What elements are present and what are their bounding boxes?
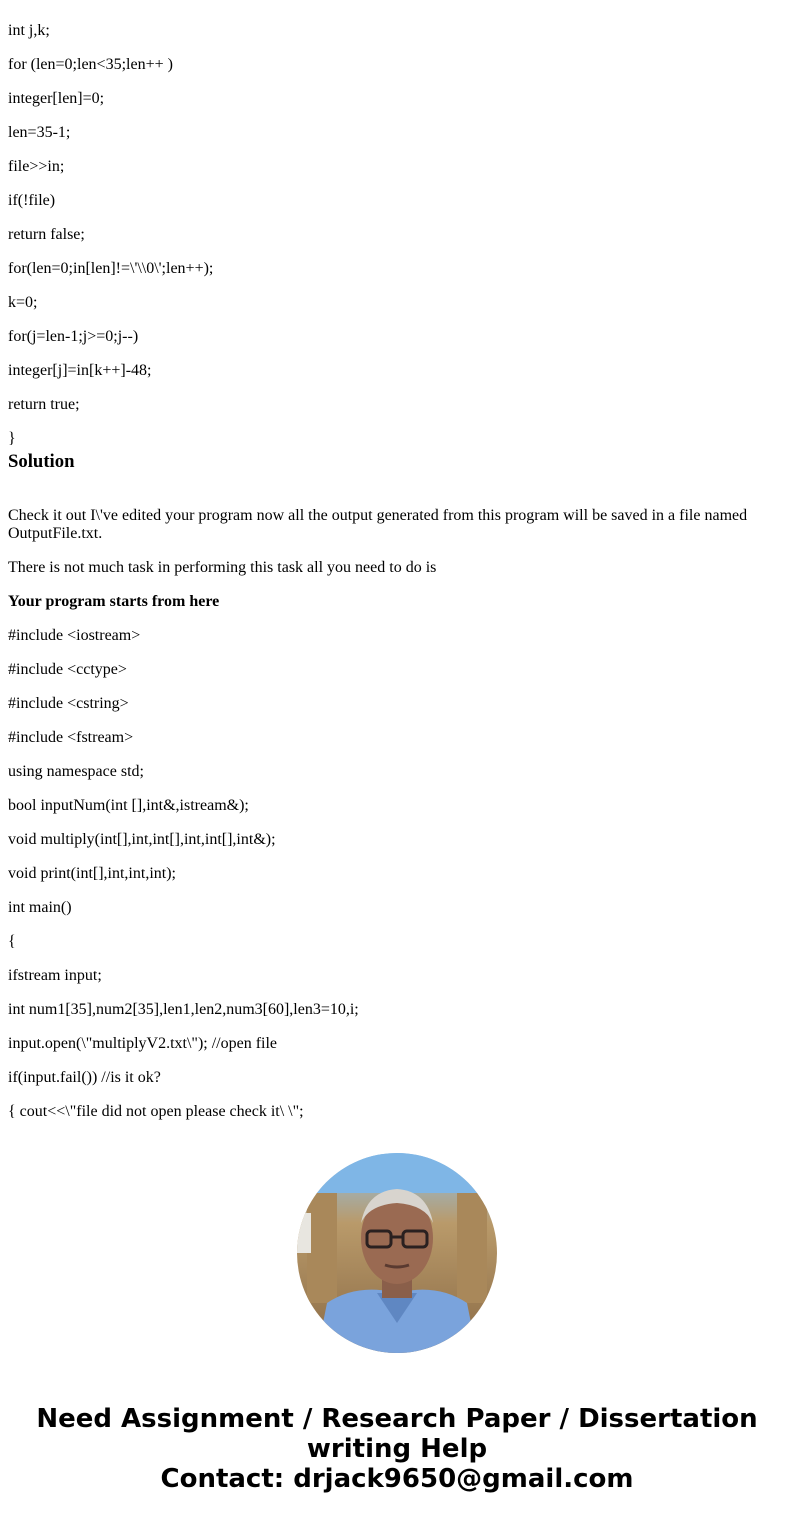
code-line: using namespace std; (8, 763, 144, 780)
solution-heading: Solution (8, 451, 75, 472)
code-line: #include <iostream> (8, 627, 141, 644)
code-line: integer[j]=in[k++]-48; (8, 362, 152, 379)
code-line: return true; (8, 396, 80, 413)
solution-intro: Check it out I\'ve edited your program now all the output generated from this program will be saved in a file named OutputFile.txt. (8, 507, 748, 542)
code-line: return false; (8, 226, 85, 243)
code-line: for(j=len-1;j>=0;j--) (8, 328, 139, 345)
code-line: bool inputNum(int [],int&,istream&); (8, 797, 249, 814)
code-line: for (len=0;len<35;len++ ) (8, 56, 173, 73)
code-line: #include <fstream> (8, 729, 134, 746)
avatar-illustration (297, 1153, 497, 1353)
code-line: void multiply(int[],int,int[],int,int[],int&); (8, 831, 276, 848)
code-line: { (8, 933, 16, 950)
code-line: k=0; (8, 294, 38, 311)
code-line: void print(int[],int,int,int); (8, 865, 176, 882)
promo-line-2: writing Help (306, 1434, 488, 1464)
code-line: int main() (8, 899, 72, 916)
code-line: #include <cctype> (8, 661, 127, 678)
promo-line-1: Need Assignment / Research Paper / Dissertation (36, 1404, 758, 1434)
program-start-label: Your program starts from here (8, 593, 220, 610)
code-line: integer[len]=0; (8, 90, 105, 107)
solution-note: There is not much task in performing this task all you need to do is (8, 559, 437, 576)
code-block-top (8, 40, 213, 464)
author-avatar (297, 1153, 497, 1353)
promo-contact: Contact: drjack9650@gmail.com (160, 1464, 634, 1494)
code-line: int j,k; (8, 22, 50, 39)
code-line: { cout<<\"file did not open please check it\ \"; (8, 1103, 304, 1120)
code-line: for(len=0;in[len]!=\'\\0\';len++); (8, 260, 214, 277)
code-line: #include <cstring> (8, 695, 129, 712)
code-line: } (8, 430, 16, 447)
solution-body (8, 491, 768, 1137)
code-line: len=35-1; (8, 124, 71, 141)
code-line: input.open(\"multiplyV2.txt\"); //open file (8, 1035, 278, 1052)
code-line: ifstream input; (8, 967, 102, 984)
code-line: int num1[35],num2[35],len1,len2,num3[60],len3=10,i; (8, 1001, 359, 1018)
code-line: file>>in; (8, 158, 65, 175)
code-line: if(input.fail()) //is it ok? (8, 1069, 161, 1086)
promo-banner (0, 1404, 794, 1494)
code-line: if(!file) (8, 192, 56, 209)
